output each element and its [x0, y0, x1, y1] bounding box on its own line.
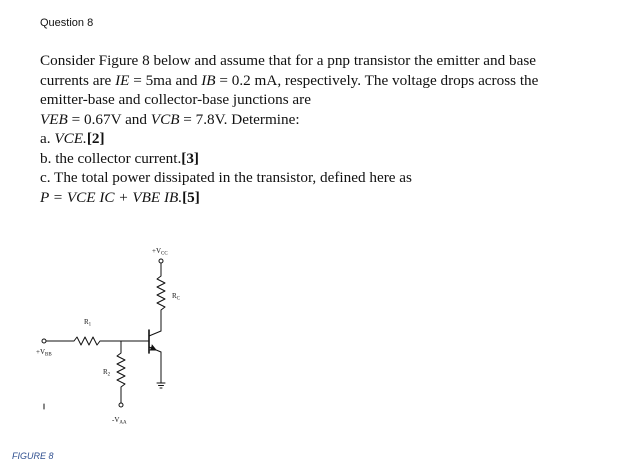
- transistor-collector-lead: [149, 331, 161, 336]
- part-b-text: b. the collector current.: [40, 149, 182, 167]
- part-b-marks: [3]: [181, 149, 199, 167]
- vbb-terminal: [42, 339, 46, 343]
- power-formula: P = VCE IC + VBE IB.: [40, 188, 183, 206]
- figure-caption: FIGURE 8: [12, 451, 54, 461]
- r1-resistor: [46, 337, 149, 345]
- intro-2c: = 0.2 mA, respectively. The voltage drops across the: [215, 71, 539, 89]
- vcb-variable: VCB: [150, 110, 180, 128]
- r2-resistor: [117, 341, 125, 403]
- vaa-label: $-V_{AA}$: [112, 416, 127, 426]
- part-c: c. The total power dissipated in the transistor, defined here as: [40, 169, 412, 186]
- r1-label: $R_1$: [84, 318, 92, 328]
- part-a-prefix: a.: [40, 130, 55, 147]
- question-label: Question 8: [40, 17, 94, 29]
- intro-line-3: emitter-base and collector-base junctions are: [40, 91, 311, 108]
- part-a-marks: [2]: [86, 130, 105, 147]
- veb-variable: VEB: [40, 110, 68, 128]
- r2-label: $R_2$: [103, 368, 111, 378]
- rc-label: $R_C$: [172, 292, 181, 302]
- vcc-terminal: [159, 259, 163, 263]
- intro-2b: = 5ma and: [129, 71, 202, 89]
- ib-variable: IB: [201, 71, 216, 89]
- intro-line-1: Consider Figure 8 below and assume that for a pnp transistor the emitter and base: [40, 52, 537, 69]
- rc-resistor: [157, 263, 165, 331]
- part-a-variable: VCE.: [54, 130, 87, 147]
- veb-equation: = 0.67V and: [67, 110, 151, 128]
- vcc-label: $+V_{CC}$: [152, 247, 168, 257]
- vbb-label: $+V_{BB}$: [36, 348, 52, 358]
- vcb-equation: = 7.8V. Determine:: [179, 110, 300, 128]
- ie-variable: IE: [115, 71, 130, 89]
- intro-2a: currents are: [40, 71, 116, 89]
- formula-marks: [5]: [182, 188, 200, 206]
- vaa-terminal: [119, 403, 123, 407]
